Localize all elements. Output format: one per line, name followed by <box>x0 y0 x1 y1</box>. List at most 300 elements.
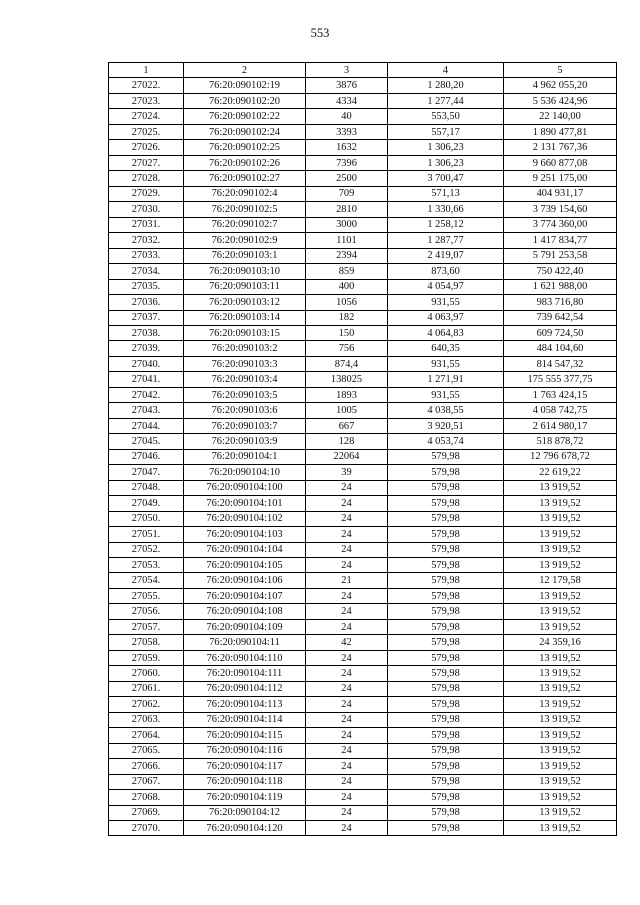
table-cell: 983 716,80 <box>504 295 617 310</box>
table-cell: 76:20:090104:106 <box>184 573 306 588</box>
table-cell: 24 <box>306 480 388 495</box>
table-cell: 13 919,52 <box>504 790 617 805</box>
table-cell: 13 919,52 <box>504 604 617 619</box>
table-cell: 2 131 767,36 <box>504 140 617 155</box>
table-cell: 76:20:090102:24 <box>184 124 306 139</box>
table-cell: 2 614 980,17 <box>504 418 617 433</box>
table-cell: 76:20:090104:111 <box>184 666 306 681</box>
table-cell: 24 <box>306 511 388 526</box>
table-cell: 931,55 <box>388 356 504 371</box>
table-cell: 24 <box>306 588 388 603</box>
table-body <box>109 78 617 836</box>
table-row <box>109 140 617 155</box>
table-row <box>109 217 617 232</box>
table-cell: 9 660 877,08 <box>504 155 617 170</box>
table-cell: 24 <box>306 604 388 619</box>
table-cell: 1056 <box>306 295 388 310</box>
table-cell: 3000 <box>306 217 388 232</box>
table-cell: 13 919,52 <box>504 805 617 820</box>
table-row <box>109 588 617 603</box>
table-row <box>109 820 617 835</box>
table-cell: 76:20:090104:117 <box>184 759 306 774</box>
table-cell: 76:20:090104:108 <box>184 604 306 619</box>
table-cell: 1 287,77 <box>388 233 504 248</box>
table-row <box>109 93 617 108</box>
table-cell: 27031. <box>109 217 184 232</box>
table-row <box>109 496 617 511</box>
table-row <box>109 728 617 743</box>
table-cell: 27050. <box>109 511 184 526</box>
table-cell: 24 <box>306 496 388 511</box>
column-header: 3 <box>306 63 388 78</box>
table-cell: 3 774 360,00 <box>504 217 617 232</box>
table-cell: 27038. <box>109 325 184 340</box>
table-row <box>109 558 617 573</box>
table-cell: 76:20:090104:119 <box>184 790 306 805</box>
table-cell: 76:20:090104:110 <box>184 650 306 665</box>
table-row <box>109 109 617 124</box>
table-cell: 931,55 <box>388 295 504 310</box>
table-row <box>109 310 617 325</box>
table-row <box>109 248 617 263</box>
column-header: 5 <box>504 63 617 78</box>
table-cell: 13 919,52 <box>504 681 617 696</box>
table-cell: 27068. <box>109 790 184 805</box>
table-cell: 750 422,40 <box>504 264 617 279</box>
table-cell: 13 919,52 <box>504 480 617 495</box>
table-cell: 76:20:090103:10 <box>184 264 306 279</box>
table-header-row <box>109 63 617 78</box>
table-cell: 27069. <box>109 805 184 820</box>
table-cell: 13 919,52 <box>504 511 617 526</box>
table-cell: 579,98 <box>388 697 504 712</box>
table-cell: 39 <box>306 465 388 480</box>
table-cell: 579,98 <box>388 573 504 588</box>
table-cell: 76:20:090102:26 <box>184 155 306 170</box>
table-cell: 4 058 742,75 <box>504 403 617 418</box>
table-row <box>109 511 617 526</box>
table-row <box>109 465 617 480</box>
table-cell: 579,98 <box>388 805 504 820</box>
table-cell: 1893 <box>306 387 388 402</box>
table-cell: 1 277,44 <box>388 93 504 108</box>
table-cell: 5 536 424,96 <box>504 93 617 108</box>
table-cell: 579,98 <box>388 666 504 681</box>
table-cell: 182 <box>306 310 388 325</box>
table-row <box>109 279 617 294</box>
table-cell: 76:20:090103:15 <box>184 325 306 340</box>
table-cell: 553,50 <box>388 109 504 124</box>
table-cell: 27046. <box>109 449 184 464</box>
table-cell: 27052. <box>109 542 184 557</box>
table-cell: 2 419,07 <box>388 248 504 263</box>
table-cell: 709 <box>306 186 388 201</box>
table-cell: 24 <box>306 666 388 681</box>
table-cell: 27043. <box>109 403 184 418</box>
table-cell: 4 054,97 <box>388 279 504 294</box>
table-cell: 27059. <box>109 650 184 665</box>
table-cell: 1 280,20 <box>388 78 504 93</box>
table-cell: 13 919,52 <box>504 558 617 573</box>
table-cell: 27062. <box>109 697 184 712</box>
table-cell: 13 919,52 <box>504 666 617 681</box>
table-cell: 27063. <box>109 712 184 727</box>
table-row <box>109 743 617 758</box>
table-cell: 27033. <box>109 248 184 263</box>
table-cell: 1 258,12 <box>388 217 504 232</box>
table-cell: 27026. <box>109 140 184 155</box>
table-cell: 579,98 <box>388 743 504 758</box>
table-cell: 27048. <box>109 480 184 495</box>
table-cell: 76:20:090104:109 <box>184 619 306 634</box>
table-cell: 27051. <box>109 527 184 542</box>
table-cell: 27055. <box>109 588 184 603</box>
table-row <box>109 295 617 310</box>
table-cell: 27024. <box>109 109 184 124</box>
table-cell: 150 <box>306 325 388 340</box>
table-cell: 27022. <box>109 78 184 93</box>
table-cell: 4 063,97 <box>388 310 504 325</box>
table-cell: 579,98 <box>388 759 504 774</box>
table-cell: 27041. <box>109 372 184 387</box>
table-row <box>109 681 617 696</box>
table-cell: 1 271,91 <box>388 372 504 387</box>
table-cell: 27042. <box>109 387 184 402</box>
table-cell: 609 724,50 <box>504 325 617 340</box>
table-cell: 76:20:090103:5 <box>184 387 306 402</box>
table-cell: 27053. <box>109 558 184 573</box>
table-cell: 27057. <box>109 619 184 634</box>
table-cell: 24 <box>306 697 388 712</box>
table-cell: 1 890 477,81 <box>504 124 617 139</box>
table-cell: 1 306,23 <box>388 155 504 170</box>
table-cell: 13 919,52 <box>504 650 617 665</box>
table-cell: 76:20:090104:104 <box>184 542 306 557</box>
table-row <box>109 202 617 217</box>
table-cell: 579,98 <box>388 511 504 526</box>
table-cell: 12 179,58 <box>504 573 617 588</box>
table-cell: 76:20:090104:103 <box>184 527 306 542</box>
table-cell: 24 <box>306 619 388 634</box>
table-cell: 12 796 678,72 <box>504 449 617 464</box>
table-cell: 24 <box>306 527 388 542</box>
table-cell: 24 359,16 <box>504 635 617 650</box>
cadastral-table <box>108 62 617 836</box>
table-row <box>109 418 617 433</box>
table-cell: 76:20:090102:7 <box>184 217 306 232</box>
table-row <box>109 759 617 774</box>
table-cell: 128 <box>306 434 388 449</box>
table-cell: 3876 <box>306 78 388 93</box>
table-cell: 76:20:090102:27 <box>184 171 306 186</box>
table-row <box>109 264 617 279</box>
page-number: 553 <box>310 26 330 40</box>
table-cell: 76:20:090103:9 <box>184 434 306 449</box>
table-row <box>109 542 617 557</box>
table-cell: 76:20:090104:11 <box>184 635 306 650</box>
table-row <box>109 527 617 542</box>
table-cell: 76:20:090102:9 <box>184 233 306 248</box>
table-cell: 76:20:090104:10 <box>184 465 306 480</box>
table-cell: 138025 <box>306 372 388 387</box>
table-cell: 484 104,60 <box>504 341 617 356</box>
table-cell: 579,98 <box>388 728 504 743</box>
table-cell: 873,60 <box>388 264 504 279</box>
table-cell: 22064 <box>306 449 388 464</box>
table-cell: 76:20:090103:4 <box>184 372 306 387</box>
column-header: 4 <box>388 63 504 78</box>
table-cell: 76:20:090104:113 <box>184 697 306 712</box>
table-cell: 579,98 <box>388 604 504 619</box>
table-row <box>109 233 617 248</box>
table-cell: 640,35 <box>388 341 504 356</box>
table-cell: 13 919,52 <box>504 588 617 603</box>
table-row <box>109 573 617 588</box>
table-cell: 4 064,83 <box>388 325 504 340</box>
table-cell: 518 878,72 <box>504 434 617 449</box>
table-cell: 579,98 <box>388 635 504 650</box>
table-row <box>109 372 617 387</box>
table-cell: 579,98 <box>388 527 504 542</box>
table-cell: 814 547,32 <box>504 356 617 371</box>
table-cell: 27070. <box>109 820 184 835</box>
table-cell: 27032. <box>109 233 184 248</box>
table-cell: 4334 <box>306 93 388 108</box>
table-row <box>109 619 617 634</box>
table-cell: 27058. <box>109 635 184 650</box>
table-cell: 557,17 <box>388 124 504 139</box>
table-cell: 931,55 <box>388 387 504 402</box>
table-cell: 76:20:090102:5 <box>184 202 306 217</box>
table-cell: 579,98 <box>388 619 504 634</box>
table-cell: 76:20:090104:118 <box>184 774 306 789</box>
table-cell: 13 919,52 <box>504 712 617 727</box>
table-cell: 175 555 377,75 <box>504 372 617 387</box>
table-cell: 40 <box>306 109 388 124</box>
table-cell: 24 <box>306 681 388 696</box>
table-cell: 27037. <box>109 310 184 325</box>
table-cell: 13 919,52 <box>504 728 617 743</box>
table-cell: 76:20:090104:120 <box>184 820 306 835</box>
table-cell: 76:20:090104:1 <box>184 449 306 464</box>
table-cell: 3 920,51 <box>388 418 504 433</box>
table-cell: 76:20:090104:105 <box>184 558 306 573</box>
table-cell: 24 <box>306 743 388 758</box>
table-cell: 24 <box>306 712 388 727</box>
table-cell: 76:20:090102:20 <box>184 93 306 108</box>
table-cell: 27066. <box>109 759 184 774</box>
table-cell: 27044. <box>109 418 184 433</box>
table-row <box>109 774 617 789</box>
table-cell: 27045. <box>109 434 184 449</box>
table-cell: 76:20:090104:102 <box>184 511 306 526</box>
table-cell: 76:20:090103:3 <box>184 356 306 371</box>
table-cell: 579,98 <box>388 496 504 511</box>
table-cell: 13 919,52 <box>504 542 617 557</box>
table-cell: 5 791 253,58 <box>504 248 617 263</box>
table-cell: 1005 <box>306 403 388 418</box>
table-cell: 859 <box>306 264 388 279</box>
table-row <box>109 604 617 619</box>
table-cell: 1 417 834,77 <box>504 233 617 248</box>
table-cell: 579,98 <box>388 712 504 727</box>
table-cell: 24 <box>306 805 388 820</box>
table-cell: 7396 <box>306 155 388 170</box>
table-cell: 76:20:090103:1 <box>184 248 306 263</box>
table-cell: 756 <box>306 341 388 356</box>
table-cell: 24 <box>306 728 388 743</box>
table-cell: 27034. <box>109 264 184 279</box>
table-cell: 1 330,66 <box>388 202 504 217</box>
table-cell: 3 739 154,60 <box>504 202 617 217</box>
table-cell: 739 642,54 <box>504 310 617 325</box>
table-row <box>109 449 617 464</box>
table-cell: 571,13 <box>388 186 504 201</box>
table-row <box>109 790 617 805</box>
table-cell: 27023. <box>109 93 184 108</box>
table-cell: 24 <box>306 774 388 789</box>
table-cell: 76:20:090104:115 <box>184 728 306 743</box>
table-cell: 27060. <box>109 666 184 681</box>
table-cell: 27067. <box>109 774 184 789</box>
table-cell: 13 919,52 <box>504 774 617 789</box>
table-cell: 1 306,23 <box>388 140 504 155</box>
table-cell: 1 763 424,15 <box>504 387 617 402</box>
table-row <box>109 186 617 201</box>
column-header: 1 <box>109 63 184 78</box>
table-row <box>109 635 617 650</box>
table-row <box>109 341 617 356</box>
table-row <box>109 325 617 340</box>
table-cell: 579,98 <box>388 790 504 805</box>
table-cell: 27054. <box>109 573 184 588</box>
table-row <box>109 155 617 170</box>
table-cell: 76:20:090104:114 <box>184 712 306 727</box>
table-row <box>109 666 617 681</box>
table-row <box>109 403 617 418</box>
table-cell: 579,98 <box>388 542 504 557</box>
table-cell: 24 <box>306 820 388 835</box>
table-cell: 4 053,74 <box>388 434 504 449</box>
table-cell: 13 919,52 <box>504 759 617 774</box>
table-cell: 13 919,52 <box>504 619 617 634</box>
table-cell: 21 <box>306 573 388 588</box>
table-cell: 22 619,22 <box>504 465 617 480</box>
table-cell: 13 919,52 <box>504 496 617 511</box>
table-cell: 24 <box>306 759 388 774</box>
table-cell: 76:20:090103:11 <box>184 279 306 294</box>
table-cell: 24 <box>306 650 388 665</box>
table-cell: 4 962 055,20 <box>504 78 617 93</box>
table-cell: 24 <box>306 542 388 557</box>
table-cell: 1632 <box>306 140 388 155</box>
table-cell: 400 <box>306 279 388 294</box>
table-cell: 42 <box>306 635 388 650</box>
table-cell: 27025. <box>109 124 184 139</box>
table-row <box>109 697 617 712</box>
table-cell: 3 700,47 <box>388 171 504 186</box>
table-cell: 2394 <box>306 248 388 263</box>
table-cell: 76:20:090104:12 <box>184 805 306 820</box>
table-cell: 24 <box>306 558 388 573</box>
table-row <box>109 650 617 665</box>
table-cell: 27035. <box>109 279 184 294</box>
table-row <box>109 480 617 495</box>
table-cell: 22 140,00 <box>504 109 617 124</box>
table-cell: 579,98 <box>388 588 504 603</box>
table-cell: 13 919,52 <box>504 697 617 712</box>
table-cell: 27047. <box>109 465 184 480</box>
table-cell: 27064. <box>109 728 184 743</box>
table-cell: 2810 <box>306 202 388 217</box>
table-cell: 27040. <box>109 356 184 371</box>
table-cell: 579,98 <box>388 650 504 665</box>
table-row <box>109 434 617 449</box>
table-cell: 579,98 <box>388 681 504 696</box>
table-cell: 3393 <box>306 124 388 139</box>
table-cell: 76:20:090102:22 <box>184 109 306 124</box>
table-cell: 27056. <box>109 604 184 619</box>
table-cell: 76:20:090103:12 <box>184 295 306 310</box>
table-cell: 27036. <box>109 295 184 310</box>
table-cell: 579,98 <box>388 449 504 464</box>
table-cell: 4 038,55 <box>388 403 504 418</box>
table-cell: 27061. <box>109 681 184 696</box>
table-row <box>109 356 617 371</box>
table-cell: 27065. <box>109 743 184 758</box>
table-cell: 579,98 <box>388 465 504 480</box>
table-cell: 579,98 <box>388 820 504 835</box>
table-cell: 579,98 <box>388 558 504 573</box>
table-cell: 667 <box>306 418 388 433</box>
table-cell: 27030. <box>109 202 184 217</box>
table-cell: 1101 <box>306 233 388 248</box>
table-cell: 76:20:090103:7 <box>184 418 306 433</box>
table-cell: 76:20:090103:14 <box>184 310 306 325</box>
table-cell: 874,4 <box>306 356 388 371</box>
table-cell: 1 621 988,00 <box>504 279 617 294</box>
table-cell: 27039. <box>109 341 184 356</box>
table-cell: 24 <box>306 790 388 805</box>
table-row <box>109 805 617 820</box>
table-cell: 76:20:090103:2 <box>184 341 306 356</box>
table-row <box>109 387 617 402</box>
table-cell: 76:20:090103:6 <box>184 403 306 418</box>
table-cell: 579,98 <box>388 774 504 789</box>
table-cell: 13 919,52 <box>504 743 617 758</box>
table-cell: 9 251 175,00 <box>504 171 617 186</box>
table-cell: 13 919,52 <box>504 527 617 542</box>
table-cell: 27027. <box>109 155 184 170</box>
table-cell: 76:20:090104:107 <box>184 588 306 603</box>
table-row <box>109 124 617 139</box>
table-cell: 579,98 <box>388 480 504 495</box>
table-cell: 27028. <box>109 171 184 186</box>
table-cell: 76:20:090104:100 <box>184 480 306 495</box>
column-header: 2 <box>184 63 306 78</box>
table-cell: 404 931,17 <box>504 186 617 201</box>
table-cell: 76:20:090102:4 <box>184 186 306 201</box>
table-row <box>109 171 617 186</box>
table-row <box>109 712 617 727</box>
table-cell: 27029. <box>109 186 184 201</box>
table-row <box>109 78 617 93</box>
table-cell: 27049. <box>109 496 184 511</box>
table-cell: 76:20:090104:112 <box>184 681 306 696</box>
table-cell: 76:20:090102:19 <box>184 78 306 93</box>
table-cell: 76:20:090104:116 <box>184 743 306 758</box>
table-cell: 76:20:090102:25 <box>184 140 306 155</box>
